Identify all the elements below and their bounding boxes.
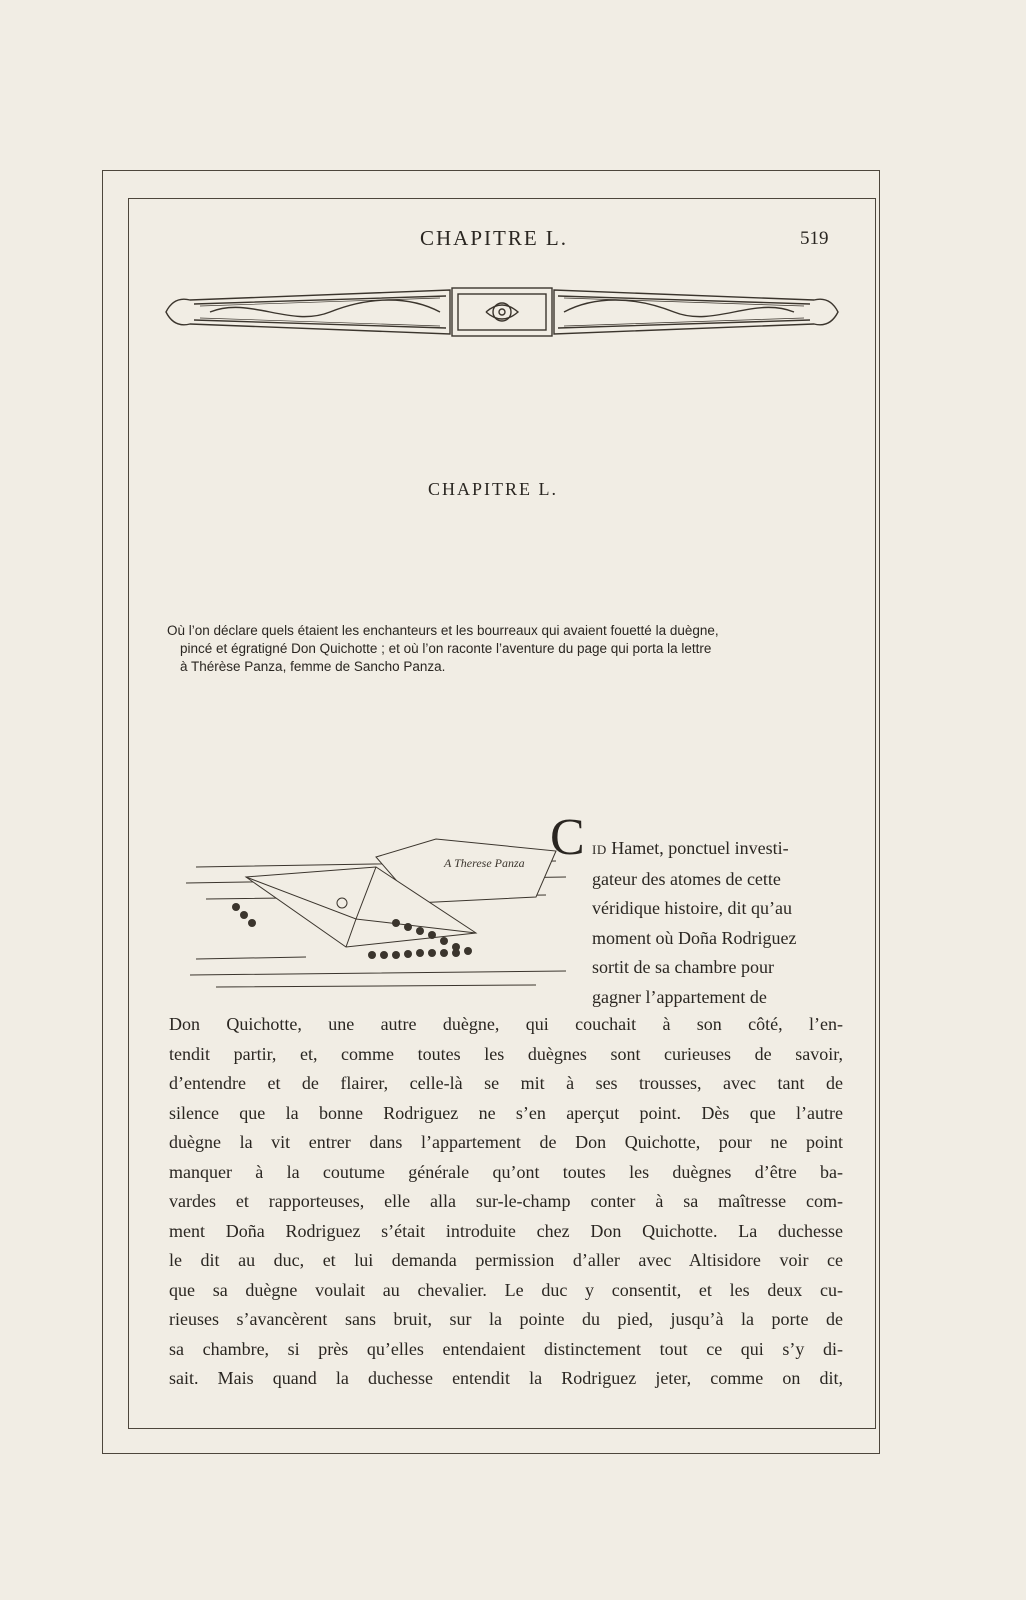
body-line: silence que la bonne Rodriguez ne s’en aperçut point. Dès que l’autre [169,1102,843,1123]
body-line: ment Doña Rodriguez s’était introduite chez Don Quichotte. La duchesse [169,1220,843,1241]
chapter-title: CHAPITRE L. [428,479,558,499]
chapter-summary [167,622,843,676]
intro-small-caps: ID [592,842,607,857]
summary-line: à Thérèse Panza, femme de Sancho Panza. [180,659,446,674]
body-line: sait. Mais quand la duchesse entendit la Rodriguez jeter, comme on dit, [169,1368,843,1388]
body-line: sa chambre, si près qu’elles entendaient distinctement tout ce qui s’y di- [169,1338,843,1359]
summary-line: Où l’on déclare quels étaient les enchanteurs et les bourreaux qui avaient fouetté la duègne, [167,623,719,638]
letter-and-rosary-illustration [176,827,584,1003]
intro-line: gateur des atomes de cette [592,868,781,889]
body-line: vardes et rapporteuses, elle alla sur-le-champ conter à sa maîtresse com- [169,1191,843,1211]
intro-line [592,834,842,865]
intro-first-line: Hamet, ponctuel investi- [606,838,789,858]
intro-line: sortit de sa chambre pour [592,957,774,977]
page-number: 519 [800,228,829,249]
body-line: d’entendre et de flairer, celle-là se mit à ses trousses, avec tant de [169,1073,843,1093]
intro-paragraph [592,834,842,1012]
drop-cap: C [550,809,585,866]
intro-line: moment où Doña Rodriguez [592,927,797,948]
ornamental-header-band [160,282,844,342]
body-line: que sa duègne voulait au chevalier. Le duc y consentit, et les deux cu- [169,1279,843,1300]
body-line: manquer à la coutume générale qu’ont toutes les duègnes d’être ba- [169,1161,843,1182]
running-title: CHAPITRE L. [420,226,568,250]
summary-line: pincé et égratigné Don Quichotte ; et où l’on raconte l’aventure du page qui porta la lettre [180,641,712,656]
body-line: Don Quichotte, une autre duègne, qui couchait à son côté, l’en- [169,1014,843,1034]
letter-inscription: A Therese Panza [444,856,525,870]
body-text [169,1010,843,1394]
body-line: rieuses s’avancèrent sans bruit, sur la pointe du pied, jusqu’à la porte de [169,1309,843,1329]
body-line: duègne la vit entrer dans l’appartement de Don Quichotte, pour ne point [169,1132,843,1152]
body-line: le dit au duc, et lui demanda permission d’aller avec Altisidore voir ce [169,1250,843,1270]
body-line: tendit partir, et, comme toutes les duègnes sont curieuses de savoir, [169,1043,843,1064]
intro-line: véridique histoire, dit qu’au [592,898,792,918]
intro-line: gagner l’appartement de [592,986,767,1007]
